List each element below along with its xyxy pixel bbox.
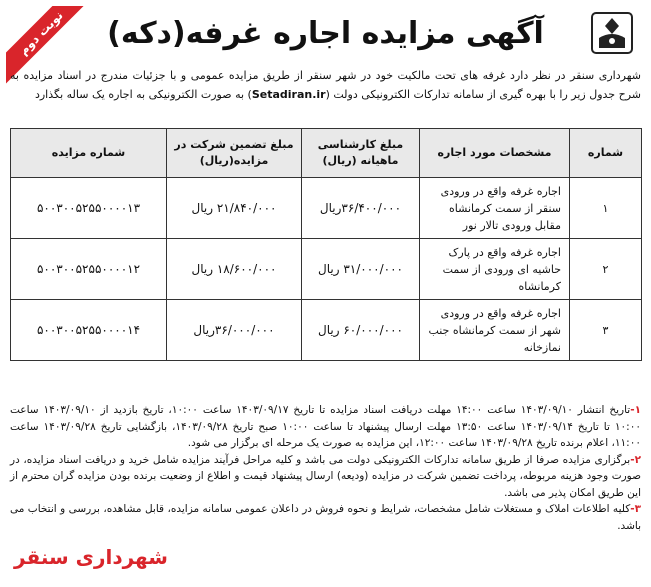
condition-text: برگزاری مزایده صرفا از طریق سامانه تدارکات الکترونیکی دولت می باشد و کلیه مراحل فرآیند مزایده شامل خرید و دریافت اسناد مزایده، در صورت وجود هزینه مربوطه، پرداخت تضمین شرکت در مزایده (ودیعه) ارسال پیشنهاد قیمت و اطلاع از وضعیت برنده بودن مزایده گران محترم از این طریق امکان پذیر می باشد. [10, 453, 641, 499]
row-number: ۱ [570, 178, 642, 239]
row-description: اجاره غرفه واقع در پارک حاشیه ای ورودی از سمت کرمانشاه [420, 239, 570, 300]
table-row [11, 178, 642, 239]
intro-text-start: شهرداری سنقر در نظر دارد غرفه های تحت مالکیت خود در شهر سنقر از طریق مزایده عمومی و با جزئیات مندرج در اسناد مزایده به شرح جدول زیر را با بهره گیری از سامانه تدارکات الکترونیکی دولت ( [10, 69, 641, 101]
condition-number: ۲- [630, 453, 641, 466]
table-row [11, 239, 642, 300]
row-number: ۳ [570, 300, 642, 361]
row-expert-price: ۶۰/۰۰۰/۰۰۰ ریال [302, 300, 420, 361]
publication-ribbon: نوبت دوم [6, 6, 86, 86]
notice-title: آگهی مزایده اجاره غرفه(دکه) [107, 16, 544, 51]
condition-text: تاریخ انتشار ۱۴۰۳/۰۹/۱۰ ساعت ۱۴:۰۰ مهلت دریافت اسناد مزایده تا تاریخ ۱۴۰۳/۰۹/۱۷ ساعت ۱۰:۰۰، تاریخ بازدید از ۱۴۰۳/۰۹/۱۰ ساعت ۱۰:۰۰ تا تاریخ ۱۴۰۳/۰۹/۱۴ ساعت ۱۳:۵۰ مهلت ارسال پیشنهاد تا ساعت ۱۰:۰۰ صبح تاریخ ۱۴۰۳/۰۹/۲۸، بازگشایی تاریخ ۱۴۰۳/۰۹/۲۸ ساعت ۱۱:۰۰، اعلام برنده تاریخ ۱۴۰۳/۰۹/۲۸ ساعت ۱۲:۰۰، این مزایده به صورت یک مرحله ای برگزار می شود. [10, 404, 641, 449]
header-row-number: شماره [570, 129, 642, 178]
row-description: اجاره غرفه واقع در ورودی سنقر از سمت کرمانشاه مقابل ورودی تالار نور [420, 178, 570, 239]
header-guarantee: مبلغ تضمین شرکت در مزایده(ریال) [167, 129, 302, 178]
row-description: اجاره غرفه واقع در ورودی شهر از سمت کرمانشاه جنب نمازخانه [420, 300, 570, 361]
row-guarantee: ۲۱/۸۴۰/۰۰۰ ریال [167, 178, 302, 239]
row-guarantee: ۳۶/۰۰۰/۰۰۰ریال [167, 300, 302, 361]
row-auction-number: ۵۰۰۳۰۰۵۲۵۵۰۰۰۰۱۴ [11, 300, 167, 361]
row-number: ۲ [570, 239, 642, 300]
condition-number: ۳- [630, 503, 641, 515]
header-expert-price: مبلغ کارشناسی ماهیانه (ریال) [302, 129, 420, 178]
row-expert-price: ۳۱/۰۰۰/۰۰۰ ریال [302, 239, 420, 300]
header-description: مشخصات مورد اجاره [420, 129, 570, 178]
setad-site-link[interactable]: Setadiran.ir [251, 88, 326, 101]
table-row [11, 300, 642, 361]
header-auction-number: شماره مزایده [11, 129, 167, 178]
row-expert-price: ۳۶/۴۰۰/۰۰۰ریال [302, 178, 420, 239]
municipality-signature: شهرداری سنقر [14, 545, 168, 569]
intro-paragraph [10, 66, 641, 104]
condition-text: کلیه اطلاعات املاک و مستغلات شامل مشخصات، شرایط و نحوه فروش در داعلان عمومی سامانه مزایده، قابل مشاهده، بررسی و انتخاب می باشد. [10, 503, 641, 532]
row-auction-number: ۵۰۰۳۰۰۵۲۵۵۰۰۰۰۱۲ [11, 239, 167, 300]
table-header-row [11, 129, 642, 178]
intro-text-end: ) به صورت الکترونیکی به اجاره یک ساله بگذارد [34, 88, 252, 101]
condition-item [10, 501, 641, 534]
row-guarantee: ۱۸/۶۰۰/۰۰۰ ریال [167, 239, 302, 300]
auction-table [10, 128, 642, 361]
notice-header [6, 6, 645, 64]
condition-item [10, 452, 641, 502]
row-auction-number: ۵۰۰۳۰۰۵۲۵۵۰۰۰۰۱۳ [11, 178, 167, 239]
notice-conditions [10, 402, 641, 534]
condition-item [10, 402, 641, 452]
emblem-icon [589, 10, 635, 56]
condition-number: ۱- [630, 404, 641, 416]
